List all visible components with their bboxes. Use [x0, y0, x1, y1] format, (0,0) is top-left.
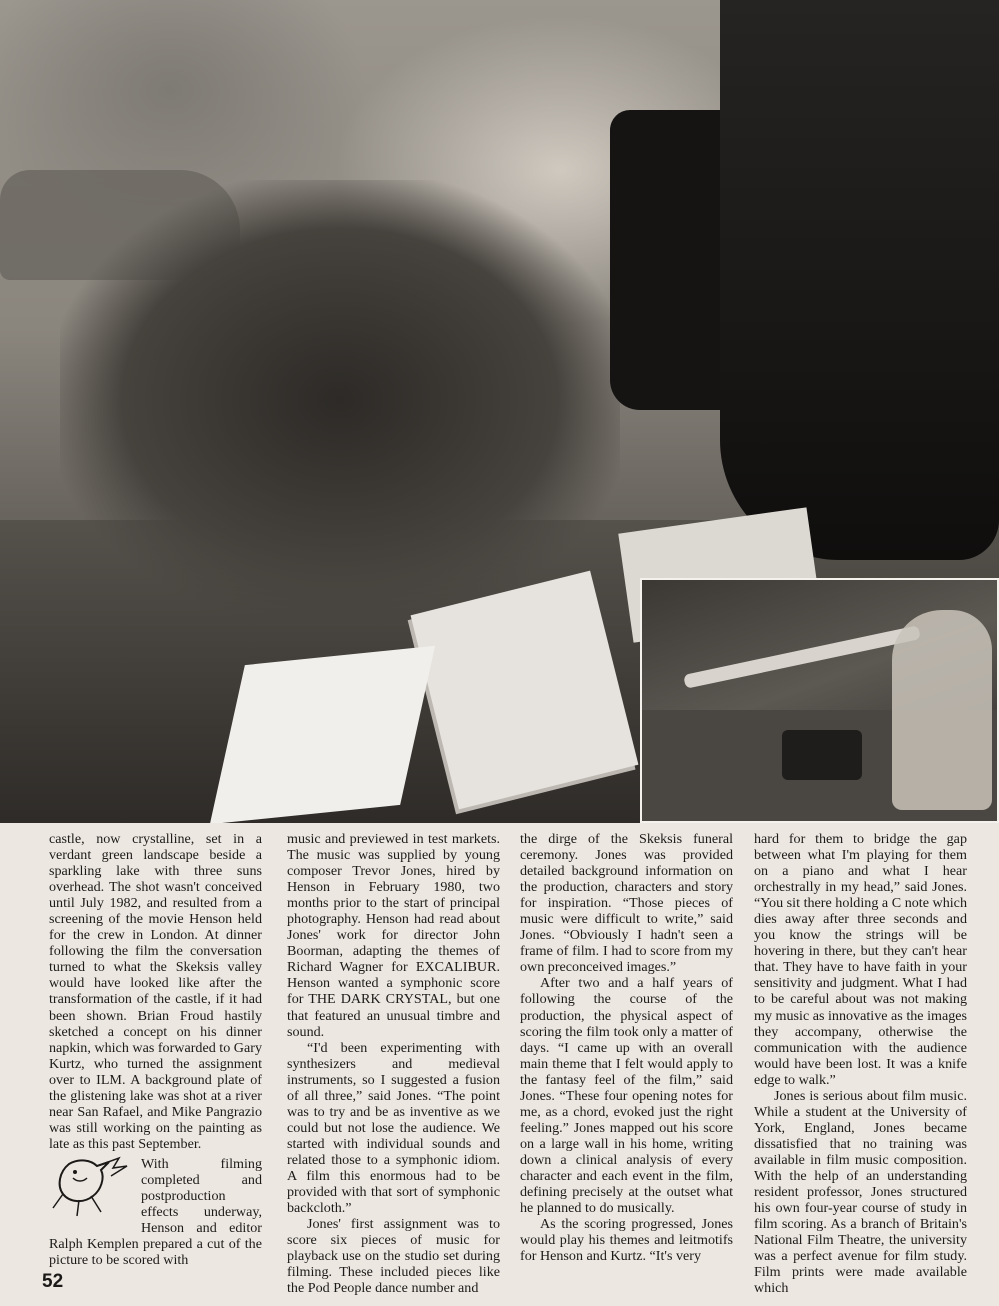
creature-sketch-icon [39, 1156, 135, 1220]
paragraph: castle, now crystalline, set in a verdant green landscape beside a sparkling lake with three suns overhead. The shot wasn't conceived until July 1982, and resulted from a screening of the movie Henson held for the crew in London. At dinner following the film the conversation turned to what the Skeksis valley would have looked like after the transformation of the castle, if it had been shown. Brian Froud hastily sketched a concept on his dinner napkin, which was forwarded to Gary Kurtz, who turned the assignment over to ILM. A background plate of the glistening lake was shot at a river near San Rafael, and Mike Pangrazio was still working on the painting as late as this past September. [49, 831, 262, 1152]
paragraph: Jones is serious about film music. While a student at the University of York, England, Jones became dissatisfied that no training was available in film music composition. With the help of an understanding resident professor, Jones structured his own four-year course of study in film scoring. As a branch of Britain's National Film Theatre, the university was a perfect avenue for film study. Film prints were made available which [754, 1087, 967, 1297]
paragraph: hard for them to bridge the gap between what I'm playing for them on a piano and what I hear orchestrally in my head,” said Jones. “You sit there holding a C note which dies away after three seconds and you know the strings will be hovering in there, but they can't hear that. They have to have faith in your sensitivity and judgment. What I had to be careful about was not making my music as innovative as the images they accompany, otherwise the communication with the audience would have been lost. It was a knife edge to walk.” [754, 831, 967, 1088]
paragraph: music and previewed in test markets. The music was supplied by young composer Trevor Jones, hired by Henson in February 1980, two months prior to the start of principal photography. Henson had read about Jones' work for director John Boorman, adapting the themes of Richard Wagner for EXCALIBUR. Henson wanted a symphonic score for THE DARK CRYSTAL, but one that featured an unusual timbre and sound. [287, 831, 500, 1040]
paragraph: “I'd been experimenting with synthesizers and medieval instruments, so I suggested a fusion of all three,” said Jones. “The point was to try and be as inventive as we could but not lose the audience. We started with individual sounds and related those to a symphonic idiom. A film this enormous had to be provided with that sort of symphonic backcloth.” [287, 1039, 500, 1217]
paragraph: As the scoring progressed, Jones would play his themes and leitmotifs for Henson and Kurtz. “It's very [520, 1216, 733, 1265]
puppet-arm [683, 625, 921, 689]
article-column-2 [287, 831, 500, 1296]
article-column-1 [49, 831, 262, 1268]
camera-operator [720, 0, 999, 560]
tool-box [782, 730, 862, 780]
article-column-4 [754, 831, 967, 1296]
paragraph: Jones' first assignment was to score six pieces of music for playback use on the studio set during filming. These included pieces like the Pod People dance number and [287, 1216, 500, 1297]
page-number: 52 [42, 1271, 64, 1292]
set-box [210, 646, 435, 823]
paragraph: After two and a half years of following the course of the production, the physical aspect of scoring the film took only a matter of days. “I came up with an overall main theme that I felt would apply to the fantasy feel of the film,” said Jones. “These four opening notes for me, as a chord, evoked just the right feeling.” Jones mapped out his score on a large wall in his home, writing down a clinical analysis of every character and each event in the film, defining precisely at the outset what he planned to do musically. [520, 975, 733, 1217]
paragraph: the dirge of the Skeksis funeral ceremony. Jones was provided detailed background information on the production, characters and story for inspiration. “Those pieces of music were difficult to write,” said Jones. “Obviously I hadn't seen a frame of film. I had to score from my own preconceived images.” [520, 831, 733, 976]
workbench-inset-photo [640, 578, 999, 823]
paragraph: With filming completed and postproduction effects underway, Henson and editor Ralph Kemplen prepared a cut of the picture to be scored with [49, 1155, 262, 1269]
crew-group [60, 180, 620, 620]
article-column-3 [520, 831, 733, 1264]
hand [892, 610, 992, 810]
